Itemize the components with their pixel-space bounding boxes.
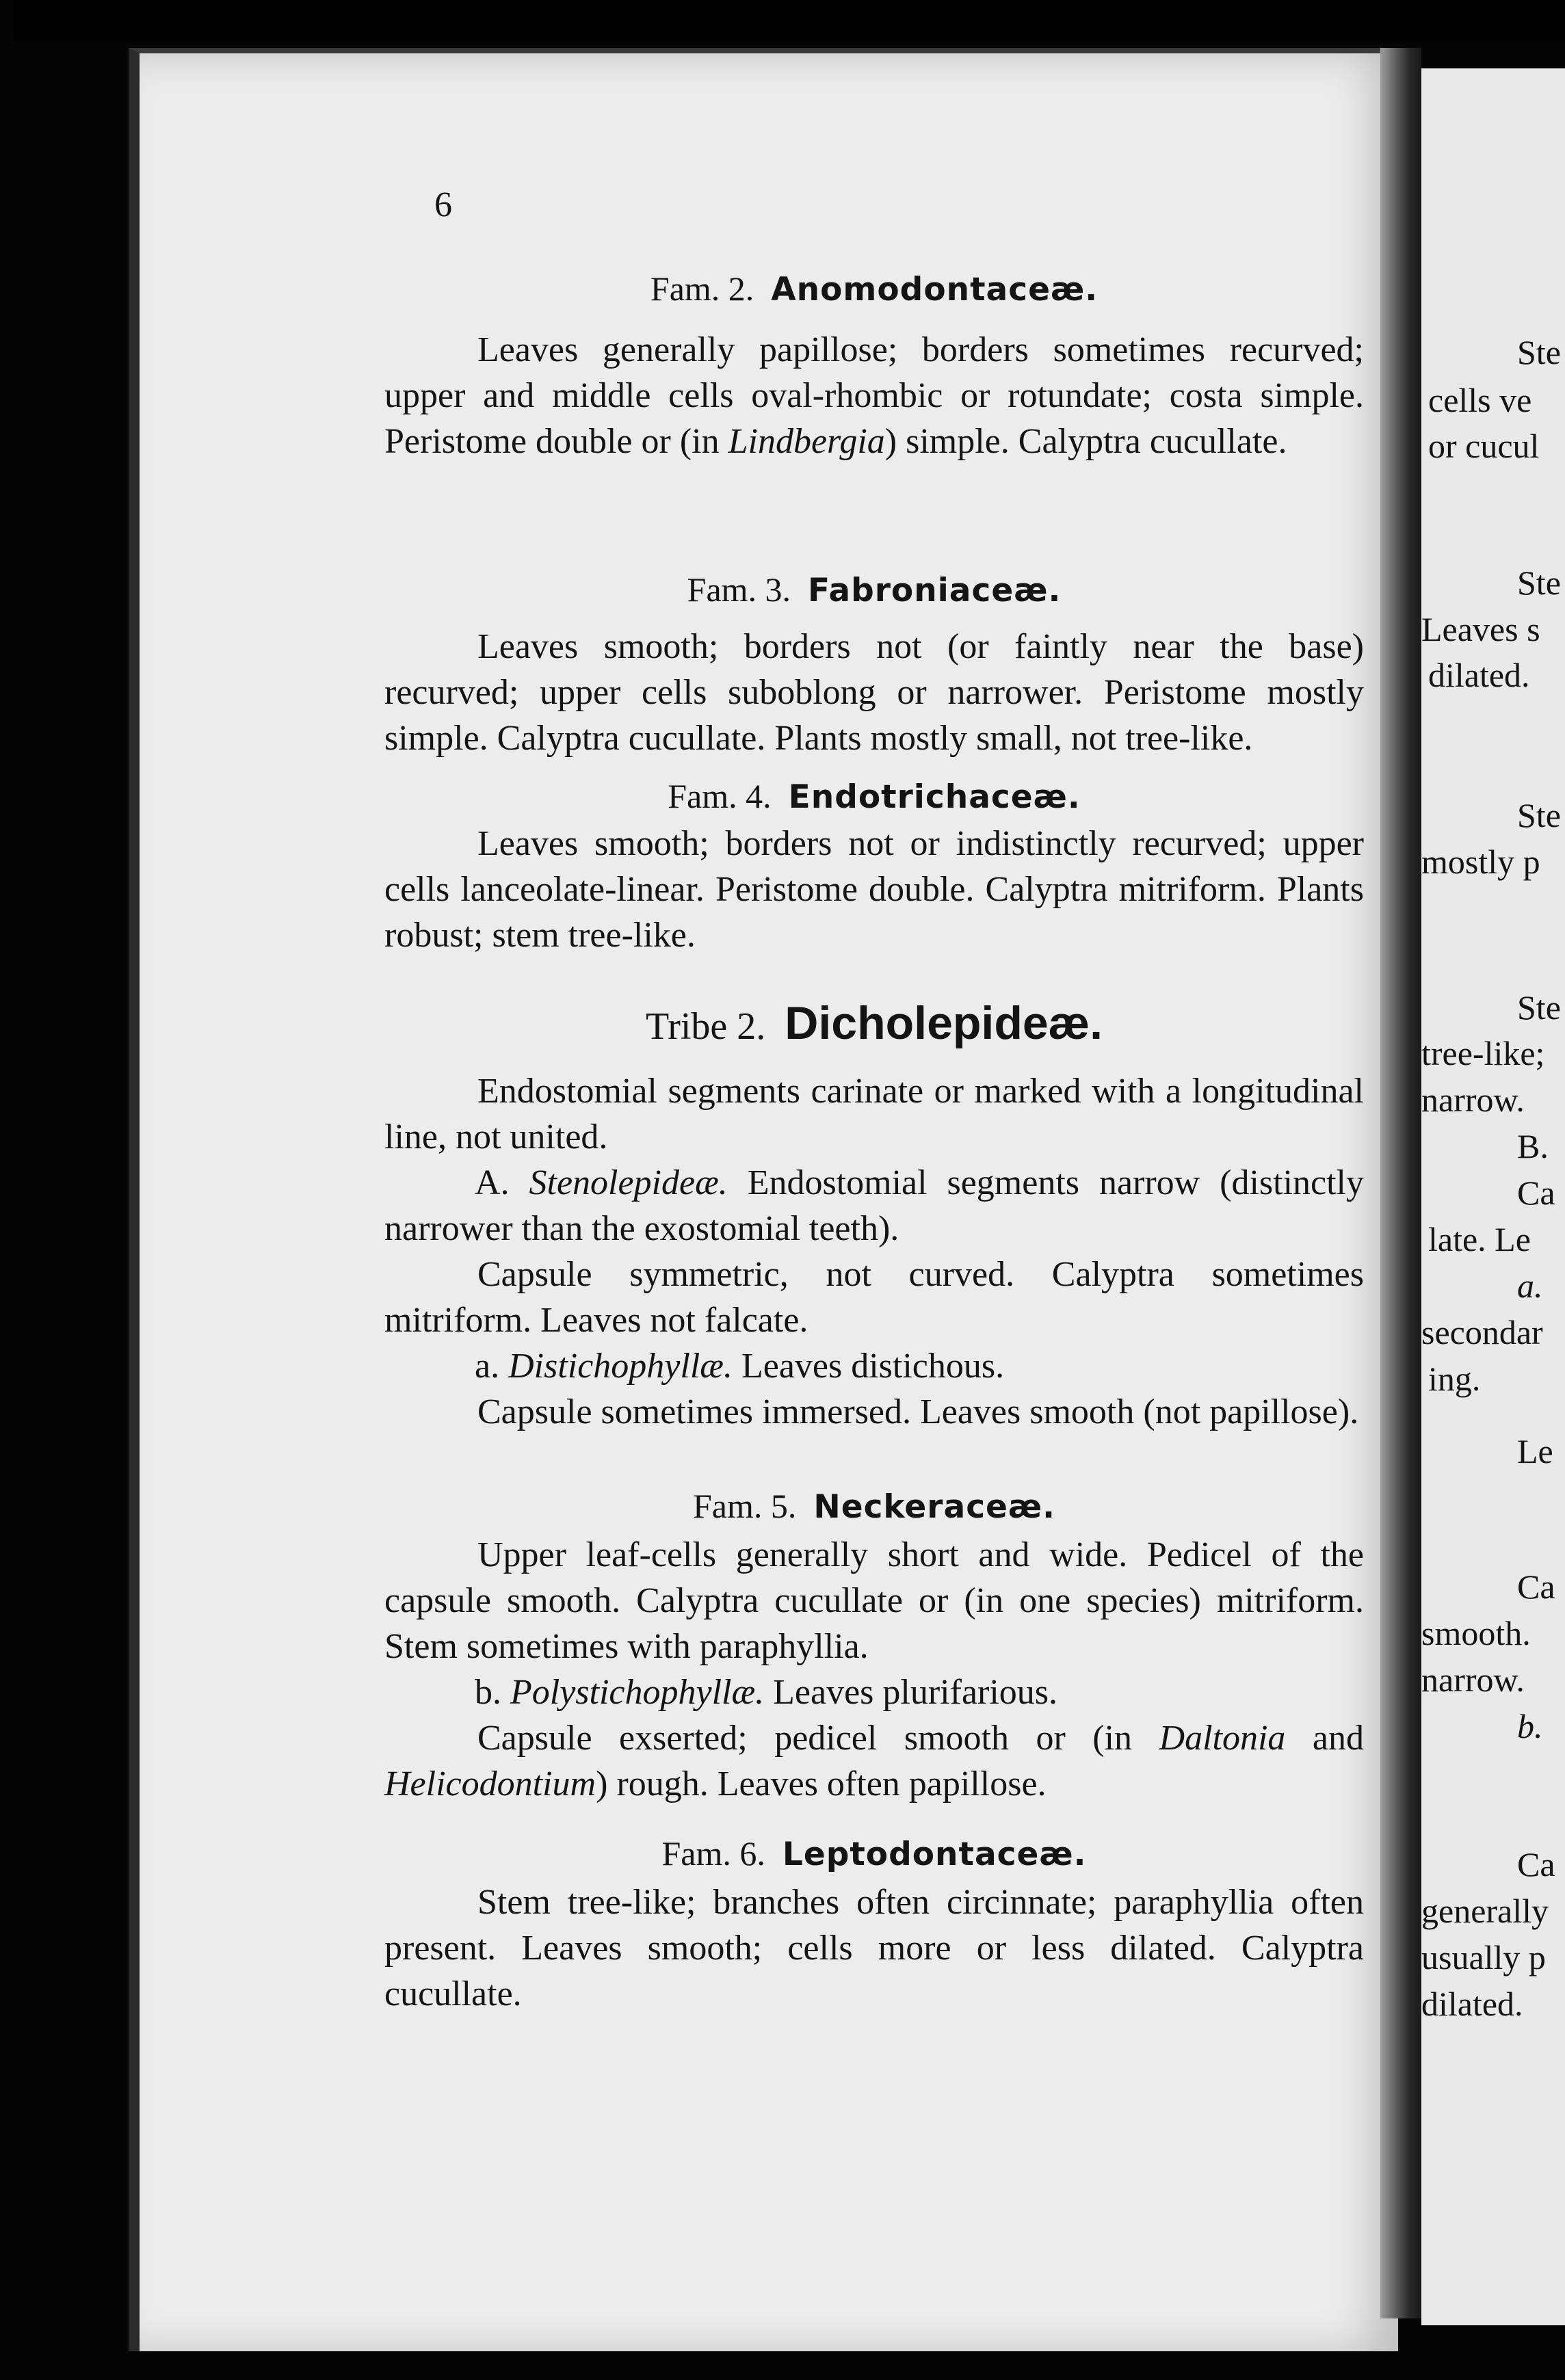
section-a-label: A.: [475, 1163, 510, 1202]
right-line: a.: [1517, 1267, 1543, 1305]
right-page-fragment: [1421, 68, 1565, 2325]
right-line: smooth.: [1421, 1614, 1531, 1652]
fam6-heading-prefix: Fam. 6.: [661, 1834, 765, 1873]
right-line: usually p: [1421, 1938, 1546, 1976]
fam2-description: [384, 327, 1364, 464]
fam2-text-b: ) simple. Calyptra cucullate.: [884, 422, 1287, 461]
sub-b-label: b.: [475, 1673, 501, 1712]
genus-helicodontium: Helicodontium: [384, 1764, 596, 1803]
fam2-text-a: Leaves generally papillose; borders sometimes recurved; upper and middle cells oval-rhombic or rotundate; costa simple. Peristome double or (in: [384, 330, 1364, 461]
fam2-genus-lindbergia: Lindbergia: [728, 422, 885, 461]
right-line: or cucul: [1428, 427, 1540, 465]
fam2-heading-name: Anomodontaceæ.: [771, 271, 1099, 308]
right-line: narrow.: [1421, 1661, 1525, 1699]
sub-a-label: a.: [475, 1347, 500, 1386]
fam2-heading-prefix: Fam. 2.: [650, 269, 754, 308]
tribe2-text: Endostomial segments carinate or marked with a longitudinal line, not united.: [384, 1072, 1364, 1156]
sub-b-paragraph: [384, 1669, 1364, 1715]
fam6-text: Stem tree-like; branches often circinnate; paraphyllia often present. Leaves smooth; cells more or less dilated. Calyptra cucullate.: [384, 1883, 1364, 2013]
right-line: Ca: [1517, 1568, 1555, 1606]
sub-a-text2: Capsule sometimes immersed. Leaves smooth (not papillose).: [477, 1392, 1359, 1431]
sub-a-name: Distichophyllæ.: [508, 1347, 733, 1386]
fam3-heading-name: Fabroniaceæ.: [808, 572, 1062, 609]
section-a-name: Stenolepideæ.: [529, 1163, 728, 1202]
sub-b-text: Leaves plurifarious.: [764, 1673, 1058, 1712]
right-line: narrow.: [1421, 1081, 1525, 1119]
right-line: Le: [1517, 1432, 1553, 1470]
fam4-heading: [384, 776, 1364, 818]
tribe2-heading-prefix: Tribe 2.: [645, 1005, 766, 1048]
right-line: dilated.: [1421, 1985, 1523, 2023]
genus-daltonia: Daltonia: [1159, 1719, 1286, 1758]
right-line: ing.: [1428, 1360, 1481, 1398]
sub-a-text: Leaves distichous.: [732, 1347, 1005, 1386]
fam4-text: Leaves smooth; borders not or indistinctly recurved; upper cells lanceolate-linear. Peristome double. Calyptra mitriform. Plants robust; stem tree-like.: [384, 824, 1364, 955]
fam5-heading-name: Neckeraceæ.: [813, 1488, 1056, 1526]
section-a-text2: Capsule symmetric, not curved. Calyptra sometimes mitriform. Leaves not falcate.: [384, 1255, 1364, 1340]
right-line: late. Le: [1428, 1220, 1531, 1258]
tribe2-heading: [384, 997, 1364, 1049]
fam5-text: Upper leaf-cells generally short and wide. Pedicel of the capsule smooth. Calyptra cucullate or (in one species) mitriform. Stem sometimes with paraphyllia.: [384, 1535, 1364, 1666]
right-line: secondar: [1421, 1313, 1543, 1351]
sub-b-text2: [384, 1715, 1364, 1807]
right-line: Leaves s: [1421, 610, 1540, 648]
tribe2-heading-name: Dicholepideæ.: [785, 997, 1103, 1049]
fam3-heading: [384, 569, 1364, 611]
body-text-main: [384, 1068, 1364, 1435]
fam6-description: [384, 1879, 1364, 2017]
right-line: Ste: [1517, 796, 1561, 834]
section-a-paragraph: [384, 1160, 1364, 1252]
sub-a-paragraph: [384, 1343, 1364, 1389]
fam4-heading-prefix: Fam. 4.: [668, 777, 772, 815]
fam6-heading: [384, 1833, 1364, 1875]
right-line: cells ve: [1428, 381, 1532, 419]
fam4-description: [384, 821, 1364, 958]
fam4-heading-name: Endotrichaceæ.: [788, 778, 1081, 816]
right-line: b.: [1517, 1707, 1543, 1745]
sub-b-text2-a: Capsule exserted; pedicel smooth or (in: [477, 1719, 1159, 1758]
sub-b-text2-b: and: [1285, 1719, 1364, 1758]
right-line: generally: [1421, 1892, 1549, 1930]
right-line: Ste: [1517, 564, 1561, 602]
right-line: Ca: [1517, 1174, 1555, 1212]
page-gutter: [1380, 48, 1421, 2318]
fam3-description: [384, 624, 1364, 761]
right-line: mostly p: [1421, 843, 1540, 881]
fam6-heading-name: Leptodontaceæ.: [782, 1836, 1087, 1873]
right-line: Ste: [1517, 333, 1561, 371]
fam5-block: [384, 1532, 1364, 1807]
fam3-text: Leaves smooth; borders not (or faintly near the base) recurved; upper cells suboblong or narrower. Peristome mostly simple. Calyptra cucullate. Plants mostly small, not tree-like.: [384, 627, 1364, 758]
fam2-heading: [384, 268, 1364, 310]
sub-b-text2-c: ) rough. Leaves often papillose.: [596, 1764, 1047, 1803]
fam5-heading-prefix: Fam. 5.: [692, 1487, 797, 1525]
right-line: Ste: [1517, 988, 1561, 1027]
right-line: dilated.: [1428, 656, 1530, 694]
fam5-heading: [384, 1485, 1364, 1528]
page-number: 6: [434, 185, 452, 224]
section-a-text: Endostomial segments narrow (distinctly narrower than the exostomial teeth).: [384, 1163, 1365, 1248]
sub-b-name: Polystichophyllæ.: [510, 1673, 765, 1712]
right-line: Ca: [1517, 1845, 1555, 1883]
fam3-heading-prefix: Fam. 3.: [687, 570, 791, 609]
right-line: B.: [1517, 1127, 1549, 1165]
right-line: tree-like;: [1421, 1034, 1545, 1072]
